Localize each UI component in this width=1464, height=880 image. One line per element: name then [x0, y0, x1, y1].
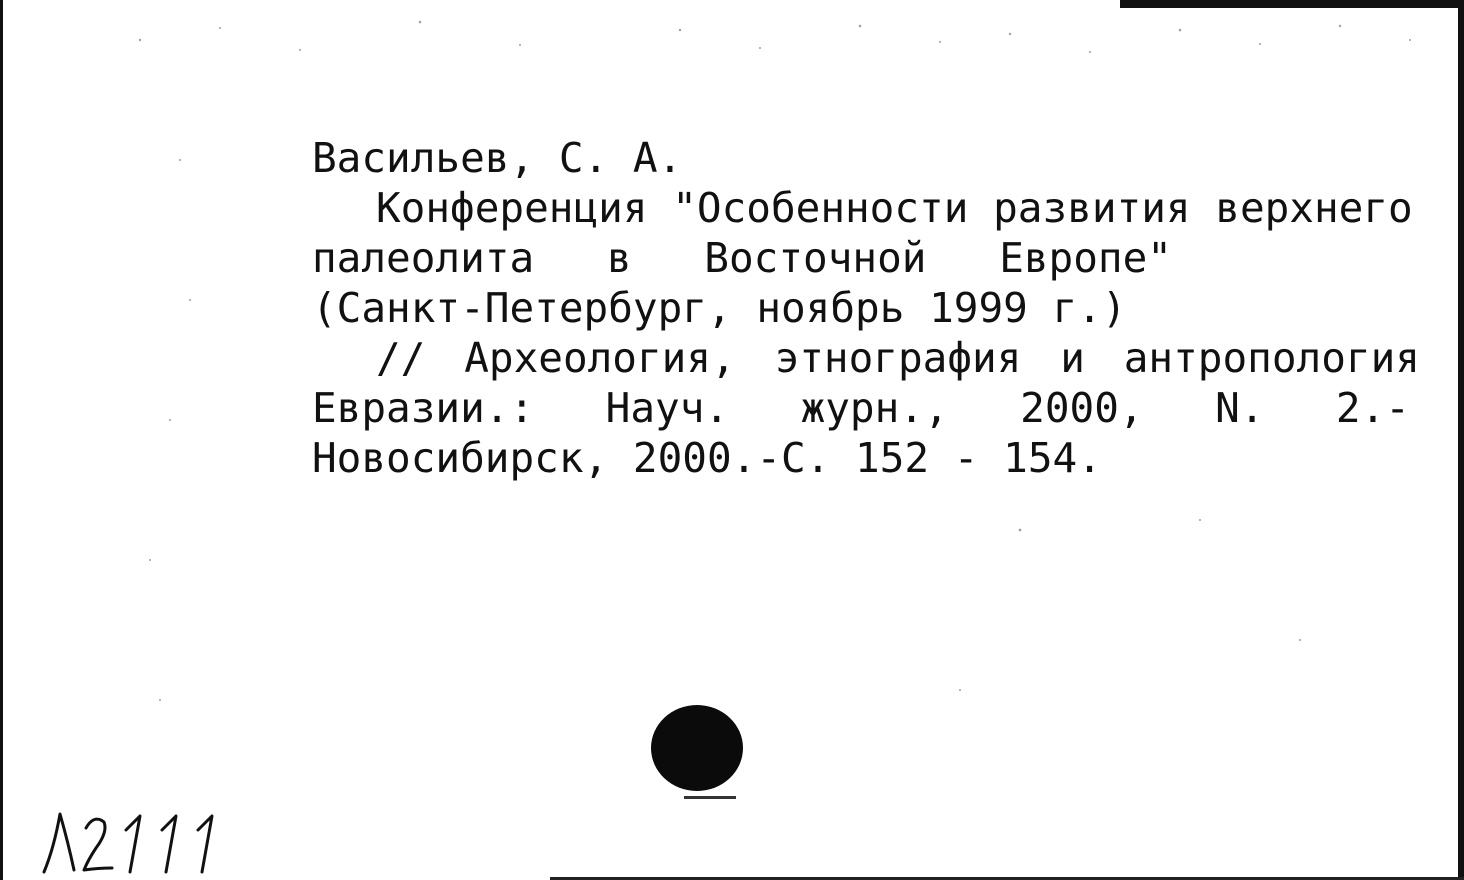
source-line-3: Новосибирск, 2000.-С. 152 - 154. [312, 434, 1102, 482]
source-line-1-word: и [1060, 334, 1085, 382]
title-line-2-word: Восточной [704, 234, 927, 282]
source-line-1 [376, 334, 1420, 382]
title-line-2-word: палеолита [312, 234, 535, 282]
title-line-3: (Санкт-Петербург, ноябрь 1999 г.) [312, 284, 1127, 332]
source-line-2-word: 2000, [1020, 384, 1144, 432]
source-line-2-word: Науч. [605, 384, 730, 432]
title-line-2-word: в [606, 234, 632, 282]
punch-hole [651, 705, 743, 791]
source-line-1-word: этнография [774, 334, 1022, 382]
source-line-2-word: Евразии.: [312, 384, 535, 432]
handwritten-inventory-number [40, 808, 240, 878]
source-line-2 [312, 384, 1410, 432]
title-line-1: Конференция "Особенности развития верхнего [376, 184, 1413, 232]
source-line-2-word: 2.- [1335, 384, 1410, 432]
source-line-1-word: Археология, [464, 334, 736, 382]
author-line: Васильев, С. А. [312, 134, 683, 182]
source-line-2-word: журн., [800, 384, 949, 432]
title-line-2 [312, 234, 1172, 282]
title-line-2-word: Европе" [999, 234, 1172, 282]
punch-hole-shadow [684, 796, 736, 799]
source-line-1-word: антропология [1123, 334, 1420, 382]
source-line-2-word: N. [1215, 384, 1265, 432]
source-line-1-word: // [376, 334, 426, 382]
